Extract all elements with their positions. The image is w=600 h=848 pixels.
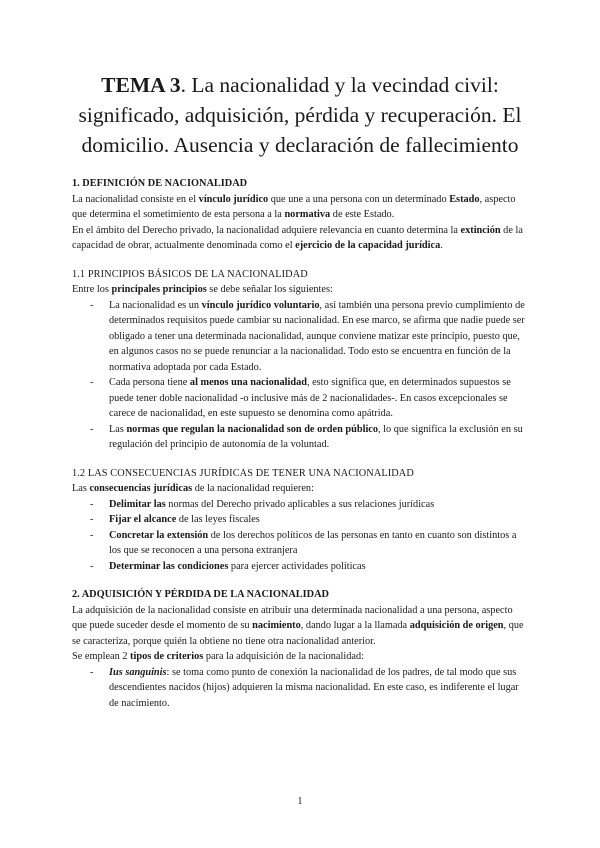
text-run: de la capacidad de obrar, actualmente denominada como el bbox=[72, 224, 523, 251]
bold-text: al menos una nacionalidad bbox=[189, 377, 307, 388]
paragraph bbox=[72, 481, 530, 497]
dash-bullet: - bbox=[90, 377, 94, 388]
bold-text: extinción bbox=[460, 224, 501, 236]
text-run: de este Estado. bbox=[330, 209, 395, 220]
list-item bbox=[72, 559, 530, 575]
subsection-heading-1-2: 1.2 LAS CONSECUENCIAS JURÍDICAS DE TENER UNA NACIONALIDAD bbox=[72, 467, 414, 479]
list-item bbox=[72, 665, 530, 712]
text-run: Entre los bbox=[72, 284, 112, 295]
text-run: de las leyes fiscales bbox=[176, 514, 260, 525]
list-item bbox=[72, 298, 530, 376]
list-item bbox=[72, 422, 530, 453]
text-run: que une a una persona con un determinado bbox=[268, 193, 450, 205]
dash-bullet: - bbox=[90, 299, 94, 311]
bold-text: normas que regulan la nacionalidad son de orden público bbox=[126, 423, 379, 435]
bold-text: tipos de criterios bbox=[130, 651, 204, 662]
bold-text: nacimiento bbox=[252, 620, 301, 631]
title-prefix: TEMA 3 bbox=[101, 73, 181, 97]
text-run: se debe señalar los siguientes: bbox=[206, 284, 333, 295]
bold-text: adquisición de origen bbox=[409, 620, 504, 631]
text-run: de la nacionalidad requieren: bbox=[192, 483, 314, 494]
section-heading-1: 1. DEFINICIÓN DE NACIONALIDAD bbox=[72, 178, 248, 189]
bold-text: vínculo jurídico voluntario bbox=[201, 299, 320, 311]
dash-bullet: - bbox=[90, 498, 94, 510]
list-item bbox=[72, 375, 530, 422]
dash-list bbox=[72, 497, 530, 575]
text-run: , así también una persona previo cumplimiento de determinados requisitos puede cambiar su nacionalidad. En ese marco, se afirma que nadie puede ser obligado a tener una determinada nacionalidad, aunque conviene matizar este principio, puesto que, en algunos casos no se puede renunciar a la nacionalidad. Todo esto se encuentra en función de la normativa adoptada por cada Estado. bbox=[109, 299, 525, 373]
subsection-heading-1-1: 1.1 PRINCIPIOS BÁSICOS DE LA NACIONALIDAD bbox=[72, 268, 308, 280]
bold-text: Delimitar las bbox=[109, 498, 166, 510]
text-run: . bbox=[440, 240, 443, 251]
text-run: Las bbox=[109, 423, 127, 435]
text-run: Las bbox=[72, 483, 90, 494]
text-run: , dando lugar a la llamada bbox=[300, 620, 410, 631]
bold-text: Determinar las condiciones bbox=[109, 560, 229, 572]
page-number: 1 bbox=[297, 796, 303, 807]
bold-text: Fijar el alcance bbox=[109, 514, 177, 525]
text-run: La adquisición de la nacionalidad consiste en atribuir una determinada nacionalidad a una persona, aspecto que puede suceder desde el momento de su bbox=[72, 604, 513, 631]
bold-text: consecuencias jurídicas bbox=[89, 483, 193, 494]
text-run: normas del Derecho privado aplicables a sus relaciones jurídicas bbox=[165, 498, 435, 510]
bold-text: Concretar la extensión bbox=[109, 529, 209, 541]
text-run: para la adquisición de la nacionalidad: bbox=[203, 651, 364, 662]
dash-bullet: - bbox=[90, 529, 94, 541]
dash-bullet: - bbox=[90, 514, 94, 525]
document-title bbox=[60, 70, 540, 160]
text-run: , esto significa que, en determinados supuestos se puede tener doble nacionalidad -o inclusive más de 2 nacionalidades-. En casos excepcionales se carece de nacionalidad, en este supuesto se denomina como apátrida. bbox=[109, 377, 511, 419]
list-item bbox=[72, 512, 530, 528]
dash-list bbox=[72, 665, 530, 712]
text-run: Cada persona tiene bbox=[109, 377, 190, 388]
document-body bbox=[72, 176, 530, 711]
paragraph bbox=[72, 603, 530, 650]
dash-list bbox=[72, 298, 530, 453]
text-run: Se emplean 2 bbox=[72, 651, 131, 662]
text-run: , que se caracteriza, porque quién la obtiene no tiene otra nacionalidad anterior. bbox=[72, 620, 524, 647]
bold-text: principales principios bbox=[111, 284, 207, 295]
dash-bullet: - bbox=[90, 666, 94, 678]
paragraph bbox=[72, 192, 530, 223]
bold-text: Estado bbox=[449, 193, 480, 205]
bold-text: Ius sanguinis bbox=[109, 666, 167, 678]
title-text: . La nacionalidad y la vecindad civil: significado, adquisición, pérdida y recuperación. El domicilio. Ausencia y declaración de fallecimiento bbox=[78, 73, 522, 157]
text-run: : se toma como punto de conexión la nacionalidad de los padres, de tal modo que sus descendientes nacidos (hijos) adquieren la misma nacionalidad. En este caso, es indiferente el lugar de nacimiento. bbox=[109, 666, 519, 709]
dash-bullet: - bbox=[90, 423, 94, 435]
text-run: de los derechos políticos de las personas en tanto en cuanto son distintos a los que se reconocen a una persona extranjera bbox=[109, 529, 517, 556]
text-run: , aspecto que determina el sometimiento de esta persona a la bbox=[72, 193, 516, 220]
section-heading-2: 2. ADQUISICIÓN Y PÉRDIDA DE LA NACIONALIDAD bbox=[72, 589, 329, 600]
list-item bbox=[72, 497, 530, 513]
bold-text: normativa bbox=[284, 209, 331, 220]
text-run: La nacionalidad consiste en el bbox=[72, 193, 199, 205]
text-run: En el ámbito del Derecho privado, la nacionalidad adquiere relevancia en cuanto determina la bbox=[72, 224, 461, 236]
paragraph bbox=[72, 282, 530, 298]
text-run: La nacionalidad es un bbox=[109, 299, 202, 311]
paragraph bbox=[72, 223, 530, 254]
text-run: , lo que significa la exclusión en su regulación del principio de autonomía de la voluntad. bbox=[109, 423, 523, 450]
text-run: para ejercer actividades políticas bbox=[228, 560, 366, 572]
list-item bbox=[72, 528, 530, 559]
bold-text: vínculo jurídico bbox=[198, 193, 269, 205]
bold-text: ejercicio de la capacidad jurídica bbox=[295, 240, 441, 251]
paragraph bbox=[72, 649, 530, 665]
dash-bullet: - bbox=[90, 560, 94, 572]
